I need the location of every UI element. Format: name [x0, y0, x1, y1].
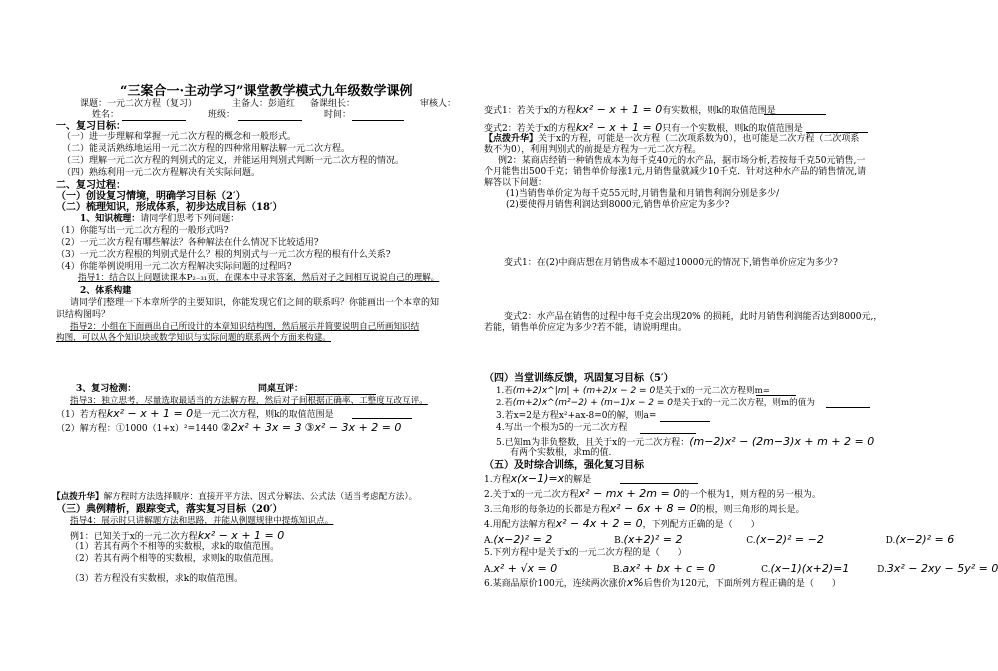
time-blank[interactable]: [352, 120, 404, 121]
page-title: “三案合一·主动学习”课堂教学模式九年级数学课例: [120, 84, 413, 99]
train-2-equation: (m+2)x^(m²−2) + (m−1)x − 2 = 0: [512, 398, 674, 408]
guide-4: 指导4：展示时只讲解题方法和思路，并能从例题规律中提炼知识点。: [70, 516, 334, 526]
train-2-prefix: 2.若: [496, 398, 513, 408]
check-1-suffix: 是一元二次方程，则k的取值范围是: [193, 410, 334, 420]
section-4-heading: （四）当堂训练反馈，巩固复习目标（5′）: [484, 373, 674, 384]
tip-1-text: 解方程时方法选择顺序：直接开平方法、因式分解法、公式法（适当考虑配方法）。: [103, 492, 418, 502]
question-4: （4）你能举例说明用一元二次方程解决实际问题的过程吗?: [56, 262, 292, 272]
option-a-label: A.: [484, 565, 494, 575]
option-b[interactable]: ax² + bx + c = 0: [622, 562, 716, 575]
example-2-line-3: 解答以下问题：: [484, 178, 548, 188]
class-blank[interactable]: [238, 120, 302, 121]
option-b-label: B.: [614, 536, 624, 546]
review-2-equation: x² − mx + 2m = 0: [578, 487, 681, 500]
process-1-heading: （一）创设复习情境，明确学习目标（2′）: [56, 191, 246, 202]
peer-review-label: 同桌互评：: [258, 384, 304, 394]
check-2-eq-1: 1000（1+x）²=1440: [124, 424, 219, 434]
header-preparer: 主备人：彭道红: [232, 99, 296, 109]
example-2-part-1: (1)当销售单价定为每千克55元时,月销售量和月销售利润分别是多少/: [506, 189, 780, 199]
train-1-prefix: 1.若: [496, 386, 513, 396]
review-6-prefix: 6.某商品原价100元，连续两次涨价: [484, 579, 627, 589]
knowledge-review-text: 请同学们思考下列问题：: [140, 214, 240, 224]
review-3-suffix: 的根，则三角形的周长是。: [696, 505, 805, 515]
goal-4: （四）熟练利用一元二次方程解决有关实际问题。: [62, 168, 261, 178]
question-1: （1）你能写出一元二次方程的一般形式吗?: [56, 226, 229, 236]
variant-2-suffix: 只有一个实数根，则k的取值范围是: [662, 124, 803, 134]
option-c[interactable]: (x−1)(x+2)=1: [770, 562, 850, 575]
example-1-equation: kx² − x + 1 = 0: [197, 529, 285, 542]
tip-2-line-2: 数不为0），利用判别式的前提是方程为一元二次方程。: [484, 145, 702, 155]
goal-1: （一）进一步理解和掌握一元二次方程的概念和一般形式。: [62, 132, 297, 142]
header-group-leader: 备课组长：: [310, 99, 356, 109]
example-1-part-2: （2）若其有两个相等的实数根，求则k的取值范围。: [70, 554, 280, 564]
section-review-process: 二、复习过程：: [56, 180, 126, 191]
review-1-suffix: 的解是: [564, 475, 592, 485]
example-1-part-3: （3）若方程没有实数根，求k的取值范围。: [70, 574, 244, 584]
option-d[interactable]: 3x² − 2xy − 5y² = 0: [886, 562, 998, 575]
check-1-prefix: （1）若方程: [56, 410, 107, 420]
example-1-prefix: 例1：已知关于x的一元二次方程: [70, 532, 198, 542]
guide-1: 指导1：结合以上问题读课本P₂₋₃₁页，在课本中寻求答案，然后对子之间相互说说自己的理解。: [78, 273, 440, 283]
section-5-heading: （五）及时综合训练，强化复习目标: [484, 460, 644, 471]
time-label: 时间：: [324, 110, 352, 120]
train-3-blank[interactable]: [660, 421, 710, 422]
knowledge-review-heading: 1、知识梳理：: [80, 214, 141, 224]
system-build-line-2: 识结构图吗？: [56, 310, 111, 320]
name-label: 姓名：: [92, 110, 120, 120]
review-4-suffix: ，下列配方正确的是（ ）: [642, 520, 760, 530]
variant-2-prefix: 变式2：若关于x的方程: [484, 124, 576, 134]
train-5-equation: (m−2)x² − (2m−3)x + m + 2 = 0: [689, 435, 875, 448]
peer-review-blank[interactable]: [306, 394, 376, 395]
process-3-heading: （三）典例精析，跟踪变式，落实复习目标（20′）: [56, 504, 283, 515]
question-3: （3）一元二次方程根的判别式是什么？根的判别式与一元二次方程的根有什么关系?: [56, 250, 391, 260]
question-2: （2）一元二次方程有哪些解法？各种解法在什么情况下比较适用?: [56, 238, 319, 248]
review-4-prefix: 4.用配方法解方程: [484, 520, 556, 530]
tip-2-line-1: 关于x的方程，可能是一次方程（二次项系数为0），也可能是二次方程（二次项系: [538, 134, 860, 144]
example-2-part-2: (2)要使得月销售利润达到8000元,销售单价应定为多少?: [506, 200, 730, 210]
option-a-label: A.: [484, 536, 494, 546]
system-build-line-1: 请同学们整理一下本章所学的主要知识，你能发现它们之间的联系吗？你能画出一个本章的知: [70, 298, 440, 308]
check-1-equation: kx² − x + 1 = 0: [106, 407, 194, 420]
header-subject: 课题：一元二次方程（复习）: [80, 99, 198, 109]
process-2-heading: （二）梳理知识，形成体系，初步达成目标（18′）: [56, 202, 283, 213]
option-c-label: C.: [746, 536, 756, 546]
tip-1-tag: 【点拨升华】: [52, 492, 104, 502]
review-test-heading: 3、复习检测：: [76, 384, 137, 394]
option-a[interactable]: x² + √x = 0: [493, 562, 558, 575]
example-2-line-2: 个月能售出500千克；销售单价每涨1元,月销售量就减少10千克．针对这种水产品的销售情况,请: [484, 167, 867, 177]
review-2-prefix: 2.关于x的一元二次方程: [484, 490, 579, 500]
variant-2-blank[interactable]: [806, 132, 868, 133]
option-c-label: C.: [761, 565, 771, 575]
option-b[interactable]: (x+2)² = 2: [623, 533, 683, 546]
goal-3: （三）理解一元二次方程的判别式的定义，并能运用判别式判断一元二次方程的情况。: [62, 156, 405, 166]
train-3: 3.若x=2是方程x²+ax-8=0的解，则a=: [496, 411, 657, 421]
guide-3: 指导3：独立思考，尽量选取最适当的方法解方程，然后对子间根据正确率、工整度互改互评。: [70, 396, 428, 406]
option-a[interactable]: (x−2)² = 2: [493, 533, 553, 546]
goal-2: （二）能灵活熟练地运用一元二次方程的四种常用解法解一元二次方程。: [62, 144, 351, 154]
section-review-goals: 一、复习目标：: [56, 121, 126, 132]
review-3-prefix: 3.三角形的每条边的长都是方程: [484, 505, 610, 515]
review-4-equation: x² − 4x + 2 = 0: [555, 517, 643, 530]
train-1-equation: (m+2)x^|m| + (m+2)x − 2 = 0: [512, 386, 656, 396]
tip-2-tag: 【点拨升华】: [484, 134, 539, 144]
example-2-line-1: 例2：某商店经销一种销售成本为每千克40元的水产品，据市场分析,若按每千克50元销售,一: [498, 156, 866, 166]
option-d-label: D.: [877, 565, 887, 575]
system-build-heading: 2、体系构建: [80, 286, 132, 296]
train-4: 4.写出一个根为5的一元二次方程: [496, 423, 628, 433]
example-2-variant-2-line-2: 若能，销售单价应定为多少?若不能，请说明理由。: [484, 323, 687, 333]
review-5: 5.下列方程中是关于x的一元二次方程的是（ ）: [484, 548, 687, 558]
review-5-options: [484, 563, 998, 576]
variant-1-equation: kx² − x + 1 = 0: [575, 103, 663, 116]
variant-1-prefix: 变式1：若关于x的方程: [484, 106, 576, 116]
review-4-options: [484, 534, 954, 547]
check-2-eq-3: ③x² − 3x + 2 = 0: [304, 421, 402, 434]
review-1-blank[interactable]: [620, 483, 698, 484]
example-2-variant-1: 变式1：在(2)中商店想在月销售成本不超过10000元的情况下,销售单价应定为多少?: [504, 258, 838, 268]
variant-1-blank[interactable]: [764, 114, 826, 115]
review-6-equation: x%: [626, 576, 644, 589]
review-6-suffix: 后售价为120元，下面所列方程正确的是（ ）: [643, 579, 841, 589]
review-3-equation: x² − 6x + 8 = 0: [609, 502, 697, 515]
header-reviewer: 审核人：: [420, 99, 457, 109]
example-2-variant-2-line-1: 变式2：水产品在销售的过程中每千克会出现20% 的损耗，此时月销售利润能否达到8000元,，: [504, 312, 883, 322]
check-1-blank[interactable]: [352, 418, 412, 419]
check-2-prefix: （2）解方程：①: [56, 424, 125, 434]
option-c[interactable]: (x−2)² = −2: [755, 533, 824, 546]
train-2-blank[interactable]: [826, 407, 870, 408]
name-blank[interactable]: [122, 120, 186, 121]
review-2-suffix: 的一个根为1，则方程的另一根为。: [680, 490, 821, 500]
train-5-suffix: 有两个实数根，求m的值.: [510, 448, 612, 458]
class-label: 班级：: [208, 110, 236, 120]
variant-2-equation: kx² − x + 1 = 0: [575, 121, 663, 134]
train-1-blank[interactable]: [756, 395, 796, 396]
review-1-equation: x(x−1)=x: [510, 472, 565, 485]
train-1-suffix: 是关于x的一元二次方程则m=: [655, 386, 770, 396]
option-d[interactable]: (x−2)² = 6: [895, 533, 955, 546]
option-b-label: B.: [612, 565, 623, 575]
train-2-suffix: 是关于x的一元二次方程，则m的值为: [673, 398, 815, 408]
train-5-prefix: 5.已知m为非负整数，且关于x的一元二次方程：: [496, 438, 690, 448]
example-1-part-1: （1）若其有两个不相等的实数根，求k的取值范围。: [70, 542, 280, 552]
guide-2-line-2: 构图，可以从各个知识块或数学知识与实际问题的联系两个方面来构建。: [56, 333, 332, 343]
variant-1-suffix: 有实数根，则k的取值范围是: [662, 106, 776, 116]
guide-2-line-1: 指导2：小组在下面画出自己所设计的本章知识结构图，然后展示并简要说明自己所画知识结: [70, 322, 420, 332]
option-d-label: D.: [885, 536, 896, 546]
review-1-prefix: 1.方程: [484, 475, 511, 485]
train-4-blank[interactable]: [640, 433, 696, 434]
check-2-eq-2: ②2x² + 3x = 3: [220, 421, 302, 434]
